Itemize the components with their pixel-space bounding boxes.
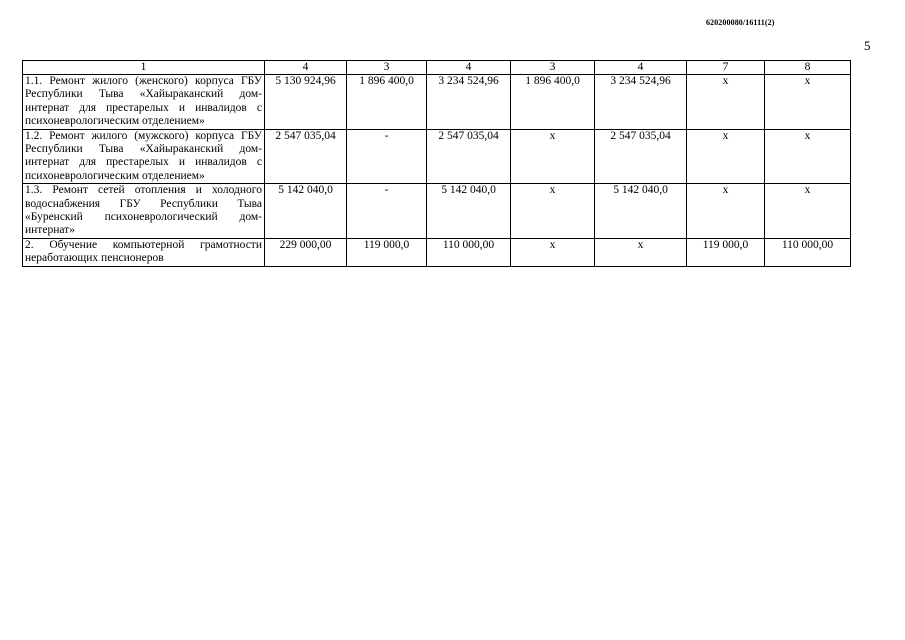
column-header: 4	[595, 61, 687, 75]
table-cell: 1 896 400,0	[347, 75, 427, 130]
column-header: 3	[511, 61, 595, 75]
column-header: 1	[23, 61, 265, 75]
data-table	[22, 60, 851, 267]
table-header-row	[23, 61, 851, 75]
table-cell: 119 000,0	[347, 238, 427, 266]
table-row	[23, 129, 851, 184]
page-number: 5	[864, 38, 871, 53]
table-cell: -	[347, 129, 427, 184]
table-cell: 5 142 040,0	[595, 184, 687, 239]
column-header: 4	[427, 61, 511, 75]
table-cell: х	[511, 238, 595, 266]
table-cell: х	[511, 184, 595, 239]
table-row	[23, 184, 851, 239]
table-cell: 110 000,00	[427, 238, 511, 266]
table-cell: 1 896 400,0	[511, 75, 595, 130]
table-cell: 2 547 035,04	[427, 129, 511, 184]
table-cell: 110 000,00	[765, 238, 851, 266]
table-cell: х	[511, 129, 595, 184]
column-header: 8	[765, 61, 851, 75]
table-cell: х	[765, 75, 851, 130]
table-cell: 5 130 924,96	[265, 75, 347, 130]
table-cell: 119 000,0	[687, 238, 765, 266]
document-code: 620200080/16111(2)	[706, 18, 775, 27]
table-cell: 5 142 040,0	[427, 184, 511, 239]
table-cell: 3 234 524,96	[595, 75, 687, 130]
column-header: 4	[265, 61, 347, 75]
table-cell: х	[765, 184, 851, 239]
row-description: 1.2. Ремонт жилого (мужского) корпуса ГБУ Республики Тыва «Хайыраканский дом-интернат для престарелых и инвалидов с психоневрологическим отделением»	[23, 129, 265, 184]
table-cell: 5 142 040,0	[265, 184, 347, 239]
row-description: 1.3. Ремонт сетей отопления и холодного водоснабжения ГБУ Республики Тыва «Буренский психоневрологический дом-интернат»	[23, 184, 265, 239]
table-cell: х	[765, 129, 851, 184]
table-cell: х	[687, 129, 765, 184]
row-description: 1.1. Ремонт жилого (женского) корпуса ГБУ Республики Тыва «Хайыраканский дом-интернат для престарелых и инвалидов с психоневрологическим отделением»	[23, 75, 265, 130]
column-header: 3	[347, 61, 427, 75]
table-cell: 229 000,00	[265, 238, 347, 266]
table-cell: 2 547 035,04	[595, 129, 687, 184]
column-header: 7	[687, 61, 765, 75]
table-row	[23, 75, 851, 130]
table-cell: 3 234 524,96	[427, 75, 511, 130]
table-cell: -	[347, 184, 427, 239]
table-row	[23, 238, 851, 266]
table-cell: х	[595, 238, 687, 266]
table-cell: х	[687, 184, 765, 239]
table-cell: 2 547 035,04	[265, 129, 347, 184]
table-cell: х	[687, 75, 765, 130]
row-description: 2. Обучение компьютерной грамотности неработающих пенсионеров	[23, 238, 265, 266]
